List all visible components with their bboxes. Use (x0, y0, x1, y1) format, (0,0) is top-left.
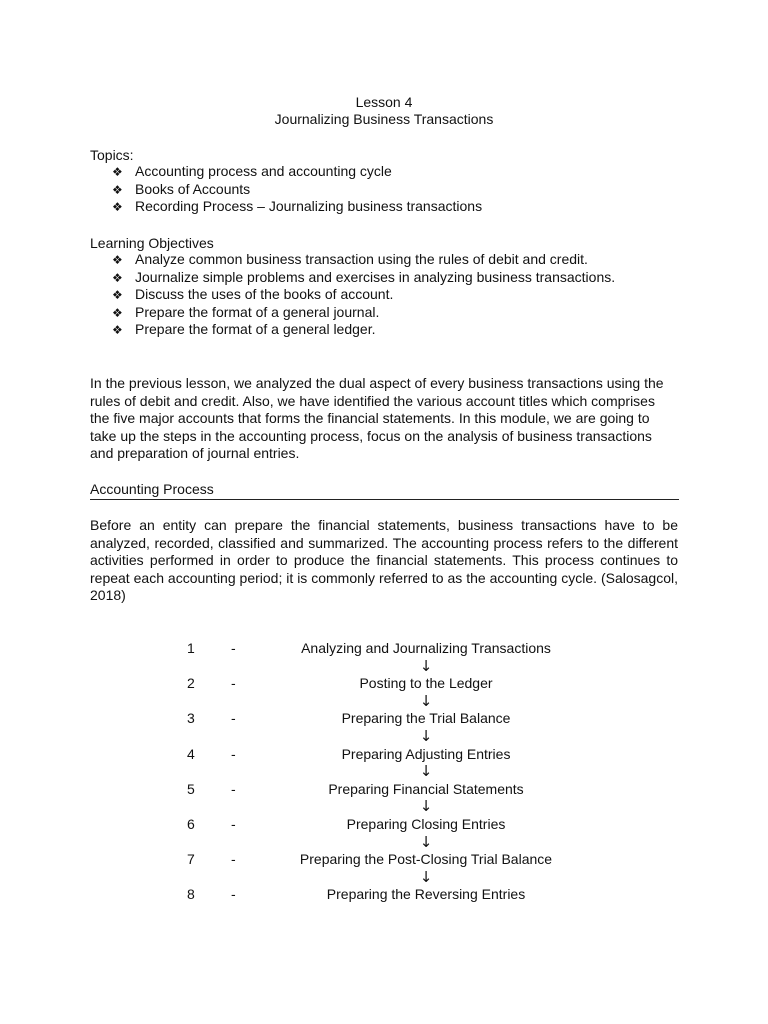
objective-text: Prepare the format of a general ledger. (135, 321, 376, 338)
accounting-cycle-steps (0, 640, 768, 904)
step-number: 3 (187, 710, 195, 727)
step-number: 7 (187, 851, 195, 868)
step-label: Analyzing and Journalizing Transactions (301, 640, 551, 656)
step-dash: - (231, 886, 236, 903)
step-label: Preparing Adjusting Entries (341, 745, 511, 762)
objective-text: Discuss the uses of the books of account. (135, 286, 394, 303)
step-label: Preparing the Reversing Entries (326, 886, 526, 903)
down-arrow-icon: ↓ (419, 656, 433, 675)
step-label: Preparing Financial Statements (328, 780, 524, 797)
diamond-bullet-icon: ❖ (112, 200, 123, 215)
step-label: Preparing the Trial Balance (341, 710, 511, 727)
list-item (112, 198, 482, 216)
step-label: Preparing Closing Entries (346, 815, 506, 832)
step-number: 4 (187, 745, 195, 762)
cycle-step (0, 710, 768, 728)
down-arrow-icon: ↓ (419, 726, 433, 745)
down-arrow-icon: ↓ (419, 867, 433, 886)
diamond-bullet-icon: ❖ (112, 270, 123, 285)
down-arrow (0, 763, 768, 781)
accounting-process-heading: Accounting Process (90, 481, 679, 500)
step-label: Posting to the Ledger (359, 675, 493, 692)
lesson-number: Lesson 4 (355, 94, 413, 110)
cycle-step (0, 675, 768, 693)
list-item (112, 251, 615, 269)
cycle-step (0, 886, 768, 904)
objective-text: Analyze common business transaction using the rules of debit and credit. (135, 251, 588, 267)
step-dash: - (231, 815, 236, 832)
list-item (112, 321, 615, 339)
step-dash: - (231, 745, 236, 762)
step-number: 8 (187, 886, 195, 903)
topic-text: Recording Process – Journalizing business transactions (135, 198, 483, 215)
step-dash: - (231, 851, 236, 868)
cycle-step (0, 781, 768, 799)
down-arrow (0, 693, 768, 711)
diamond-bullet-icon: ❖ (112, 323, 123, 338)
diamond-bullet-icon: ❖ (112, 288, 123, 303)
down-arrow (0, 869, 768, 887)
diamond-bullet-icon: ❖ (112, 305, 123, 320)
accounting-process-paragraph: Before an entity can prepare the financial statements, business transactions have to be analyzed, recorded, classified and summarized. The accounting process refers to the different activities performed in order to produce the financial statements. This process continues to repeat each accounting period; it is commonly referred to as the accounting cycle. (Salosagcol, 2018) (90, 517, 678, 604)
down-arrow-icon: ↓ (419, 762, 433, 781)
down-arrow (0, 658, 768, 676)
step-number: 5 (187, 780, 195, 797)
lesson-title: Journalizing Business Transactions (274, 111, 494, 127)
step-dash: - (231, 780, 236, 797)
learning-objectives-label: Learning Objectives (90, 235, 214, 251)
cycle-step (0, 816, 768, 834)
topics-list (112, 163, 482, 216)
cycle-step (0, 640, 768, 658)
list-item (112, 304, 615, 322)
diamond-bullet-icon: ❖ (112, 253, 123, 267)
objectives-list (112, 251, 615, 339)
list-item (112, 286, 615, 304)
step-dash: - (231, 710, 236, 727)
topic-text: Books of Accounts (135, 180, 251, 197)
cycle-step (0, 851, 768, 869)
cycle-step (0, 746, 768, 764)
step-number: 2 (187, 675, 195, 692)
down-arrow (0, 798, 768, 816)
down-arrow-icon: ↓ (419, 797, 433, 816)
step-dash: - (231, 640, 236, 656)
topic-text: Accounting process and accounting cycle (135, 163, 392, 179)
diamond-bullet-icon: ❖ (112, 165, 123, 179)
step-label: Preparing the Post-Closing Trial Balance (299, 851, 553, 868)
topics-label: Topics: (90, 147, 134, 163)
step-number: 1 (187, 640, 195, 656)
down-arrow-icon: ↓ (419, 691, 433, 710)
list-item (112, 269, 615, 287)
objective-text: Journalize simple problems and exercises in analyzing business transactions. (135, 268, 616, 285)
step-dash: - (231, 675, 236, 692)
objective-text: Prepare the format of a general journal. (135, 303, 380, 320)
step-number: 6 (187, 815, 195, 832)
down-arrow-icon: ↓ (419, 832, 433, 851)
intro-paragraph: In the previous lesson, we analyzed the dual aspect of every business transactions using the rules of debit and credit. Also, we have identified the various account titles which comprises the five major accounts that forms the financial statements. In this module, we are going to take up the steps in the accounting process, focus on the analysis of business transactions and preparation of journal entries. (90, 375, 664, 462)
list-item (112, 181, 482, 199)
diamond-bullet-icon: ❖ (112, 182, 123, 197)
down-arrow (0, 728, 768, 746)
down-arrow (0, 834, 768, 852)
list-item (112, 163, 482, 181)
